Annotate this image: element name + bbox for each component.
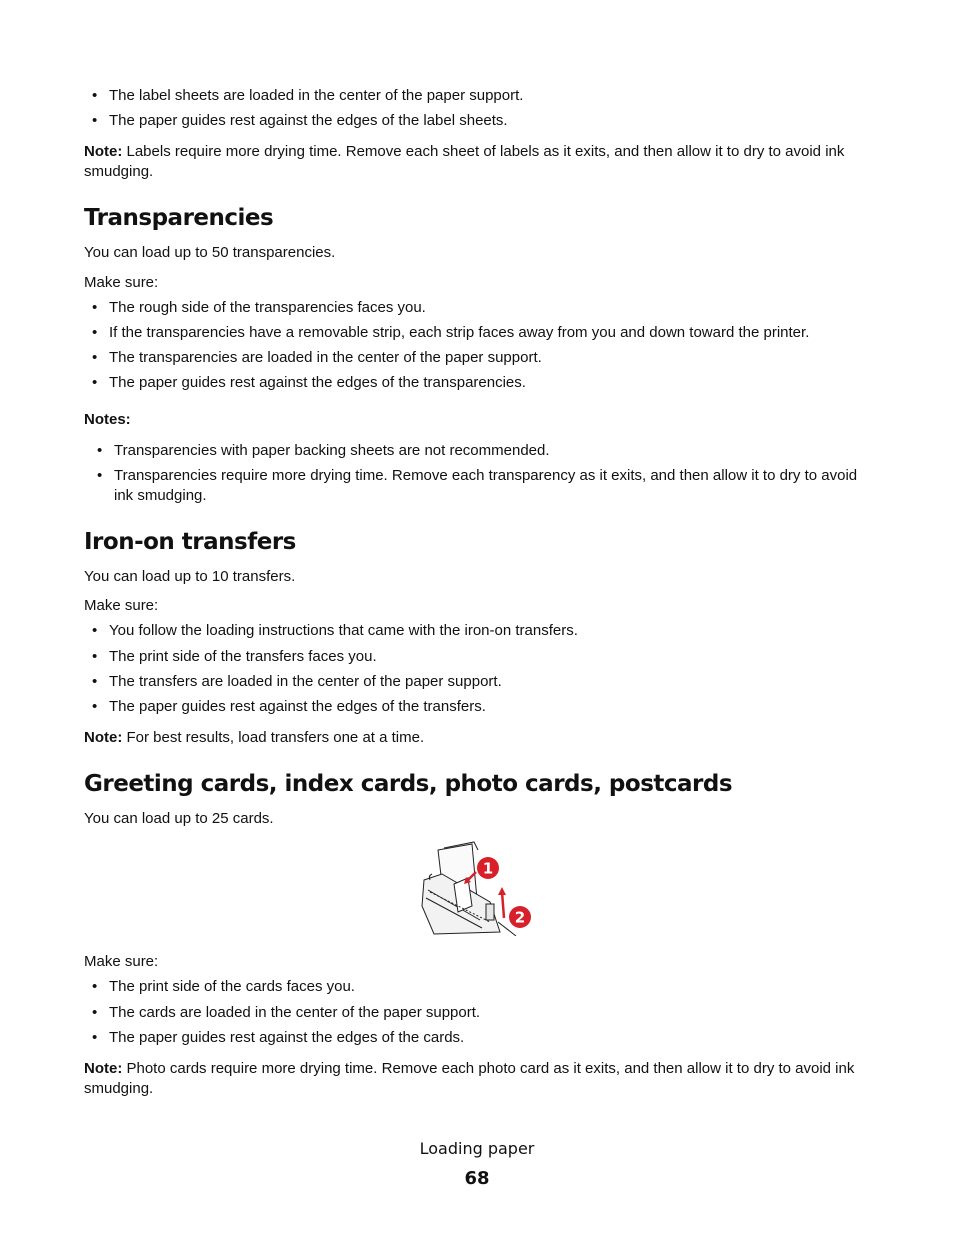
iron-on-intro: You can load up to 10 transfers. (84, 568, 296, 585)
list-item: • The paper guides rest against the edges of the cards. (92, 1028, 464, 1048)
list-item: • The paper guides rest against the edges of the label sheets. (92, 111, 508, 131)
list-item: • The label sheets are loaded in the center of the paper support. (92, 86, 523, 106)
labels-note: Note: Labels require more drying time. Remove each sheet of labels as it exits, and then allow it to dry to avoid ink smudging. (84, 143, 845, 180)
iron-on-make-sure: Make sure: (84, 597, 159, 614)
transparencies-intro: You can load up to 50 transparencies. (84, 244, 336, 261)
list-item: • The paper guides rest against the edges of the transfers. (92, 697, 486, 717)
card-loading-illustration (420, 840, 538, 936)
callout-1-label: 1 (482, 859, 494, 878)
list-item: • The cards are loaded in the center of the paper support. (92, 1003, 480, 1023)
list-item: • The print side of the transfers faces you. (92, 647, 377, 667)
list-item: • Transparencies with paper backing sheets are not recommended. (97, 441, 872, 461)
list-item: • Transparencies require more drying time. Remove each transparency as it exits, and then allow it to dry to avoid ink smudging. (97, 466, 872, 506)
iron-on-heading: Iron-on transfers (84, 529, 296, 555)
iron-on-note: Note: For best results, load transfers one at a time. (84, 729, 425, 746)
transparencies-heading: Transparencies (84, 205, 274, 231)
transparencies-notes-heading: Notes: (84, 411, 131, 428)
transparencies-make-sure: Make sure: (84, 274, 159, 291)
callout-2-label: 2 (514, 908, 526, 927)
footer-section-title: Loading paper (419, 1139, 535, 1158)
cards-make-sure: Make sure: (84, 953, 159, 970)
list-item: • The print side of the cards faces you. (92, 977, 355, 997)
list-item: • If the transparencies have a removable strip, each strip faces away from you and down toward the printer. (92, 323, 809, 343)
cards-note: Note: Photo cards require more drying time. Remove each photo card as it exits, and then allow it to dry to avoid ink smudging. (84, 1060, 855, 1097)
list-item: • The transfers are loaded in the center of the paper support. (92, 672, 502, 692)
cards-heading: Greeting cards, index cards, photo cards, postcards (84, 771, 733, 797)
list-item: • You follow the loading instructions that came with the iron-on transfers. (92, 621, 578, 641)
list-item: • The transparencies are loaded in the center of the paper support. (92, 348, 542, 368)
list-item: • The rough side of the transparencies faces you. (92, 298, 426, 318)
page-number: 68 (464, 1168, 490, 1189)
cards-intro: You can load up to 25 cards. (84, 810, 274, 827)
list-item: • The paper guides rest against the edges of the transparencies. (92, 373, 526, 393)
